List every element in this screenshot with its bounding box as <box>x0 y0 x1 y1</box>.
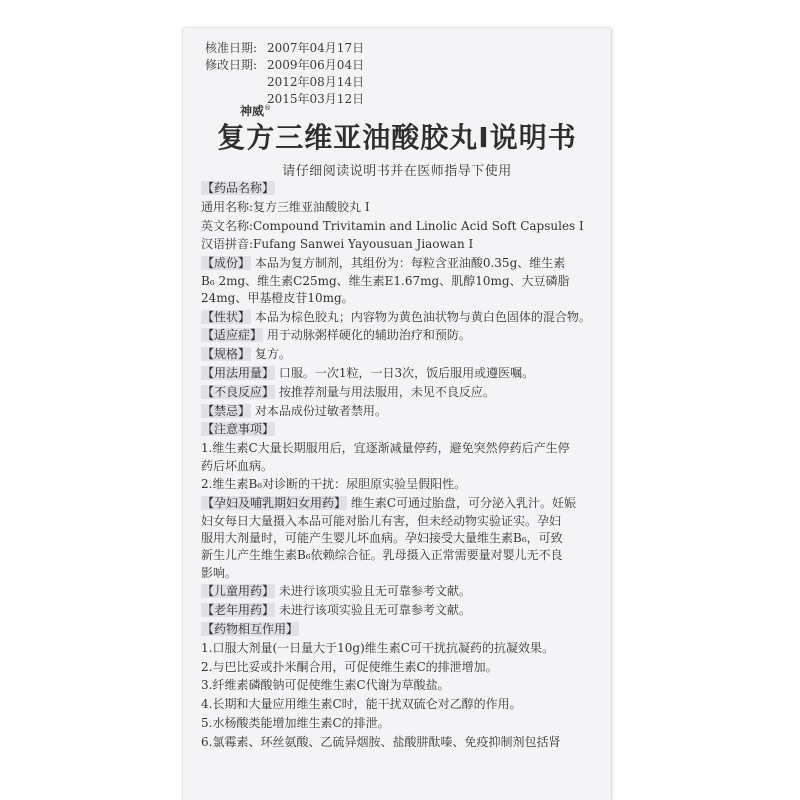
section-heading: 【用法用量】 <box>202 366 275 381</box>
section-text: 3.纤维素磷酸钠可促使维生素C代谢为草酸盐。 <box>201 678 450 693</box>
section-text: 5.水杨酸类能增加维生素C的排泄。 <box>201 715 390 730</box>
section-text: 对本品成份过敏者禁用。 <box>254 403 387 418</box>
revision-date: 2015年03月12日 <box>267 92 365 106</box>
section <box>201 640 596 657</box>
section <box>201 309 596 326</box>
section-text: 用于动脉粥样硬化的辅助治疗和预防。 <box>266 328 471 343</box>
section <box>201 696 596 713</box>
section <box>201 602 596 619</box>
section-text: 服用大剂量时，可能产生婴儿坏血病。孕妇接受大量维生素B₆，可致 <box>201 530 563 545</box>
section-heading: 【药品名称】 <box>202 181 275 195</box>
instruction-leaflet <box>183 28 611 800</box>
section-text: 英文名称:Compound Trivitamin and Linolic Acid Soft Capsules I <box>201 218 584 233</box>
section-text: 按推荐剂量与用法服用，未见不良反应。 <box>278 384 495 399</box>
section-text: 药后坏血病。 <box>201 458 274 473</box>
section-heading: 【儿童用药】 <box>202 584 275 599</box>
section <box>201 199 596 216</box>
section <box>201 715 596 732</box>
section-heading: 【成份】 <box>202 256 251 271</box>
section-text: 本品为复方制剂，其组份为：每粒含亚油酸0.35g、维生素 <box>254 256 566 271</box>
section-text: 影响。 <box>201 565 238 580</box>
section-text: 6.氯霉素、环丝氨酸、乙硫异烟胺、盐酸肼酞嗪、免疫抑制剂包括肾 <box>201 734 561 749</box>
approval-date: 2007年04月17日 <box>267 41 365 55</box>
approval-date-label: 核准日期: <box>205 41 258 55</box>
section <box>201 365 596 382</box>
section-heading: 【药物相互作用】 <box>202 622 299 637</box>
document-subtitle: 请仔细阅读说明书并在医师指导下使用 <box>282 164 512 179</box>
section-heading: 【不良反应】 <box>202 384 275 399</box>
section <box>201 403 596 420</box>
brand-logo: 神威® <box>240 104 272 118</box>
section-text: 2.维生素B₆对诊断的干扰：尿胆原实验呈假阳性。 <box>201 477 467 492</box>
section <box>201 218 596 235</box>
section-heading: 【禁忌】 <box>202 403 251 418</box>
section-heading: 【老年用药】 <box>202 603 275 618</box>
section-text: 4.长期和大量应用维生素C时，能干扰双硫仑对乙醇的作用。 <box>201 697 522 712</box>
section <box>201 495 596 582</box>
section <box>201 327 596 344</box>
section <box>201 476 596 493</box>
section-text: 口服。一次1粒，一日3次，饭后服用或遵医嘱。 <box>278 366 535 381</box>
section <box>201 180 596 197</box>
section-text: 未进行该项实验且无可靠参考文献。 <box>278 603 471 618</box>
section <box>201 421 596 438</box>
section-text: 通用名称:复方三维亚油酸胶丸 I <box>201 199 370 214</box>
revision-date: 2012年08月14日 <box>267 75 365 89</box>
section <box>201 440 596 475</box>
section-text: 未进行该项实验且无可靠参考文献。 <box>278 584 471 599</box>
section <box>201 659 596 676</box>
section-text: 妇女每日大量摄入本品可能对胎儿有害，但未经动物实验证实。孕妇 <box>201 513 562 528</box>
section <box>201 734 596 751</box>
document-title: 复方三维亚油酸胶丸I说明书 <box>217 121 577 154</box>
section <box>201 583 596 600</box>
section <box>201 621 596 638</box>
section <box>201 677 596 694</box>
section <box>201 255 596 307</box>
section <box>201 346 596 363</box>
section-text: 1.口服大剂量(一日量大于10g)维生素C可干扰抗凝药的抗凝效果。 <box>201 640 554 655</box>
section <box>201 236 596 253</box>
section-text: 维生素C可通过胎盘，可分泌入乳汁。妊娠 <box>350 496 577 511</box>
revision-date-label: 修改日期: <box>205 58 258 72</box>
section-text: B₆ 2mg、维生素C25mg、维生素E1.67mg、肌醇10mg、大豆磷脂 <box>201 273 570 288</box>
section-text: 本品为棕色胶丸；内容物为黄色油状物与黄白色固体的混合物。 <box>254 309 591 324</box>
leaflet-body <box>201 180 596 752</box>
section-heading: 【性状】 <box>202 309 251 324</box>
section <box>201 384 596 401</box>
revision-date: 2009年06月04日 <box>267 58 365 72</box>
section-text: 新生儿产生维生素B₆依赖综合征。乳母摄入正常需要量对婴儿无不良 <box>201 548 563 563</box>
date-block <box>205 40 364 108</box>
section-text: 复方。 <box>254 347 291 362</box>
section-text: 2.与巴比妥或扑米酮合用，可促使维生素C的排泄增加。 <box>201 659 498 674</box>
section-heading: 【孕妇及哺乳期妇女用药】 <box>202 496 347 511</box>
section-text: 1.维生素C大量长期服用后，宜逐渐减量停药，避免突然停药后产生停 <box>201 441 570 456</box>
section-heading: 【注意事项】 <box>202 422 275 437</box>
section-text: 汉语拼音:Fufang Sanwei Yayousuan Jiaowan I <box>201 237 474 252</box>
section-text: 24mg、甲基橙皮苷10mg。 <box>201 290 354 305</box>
section-heading: 【适应症】 <box>202 328 263 343</box>
section-heading: 【规格】 <box>202 347 251 362</box>
